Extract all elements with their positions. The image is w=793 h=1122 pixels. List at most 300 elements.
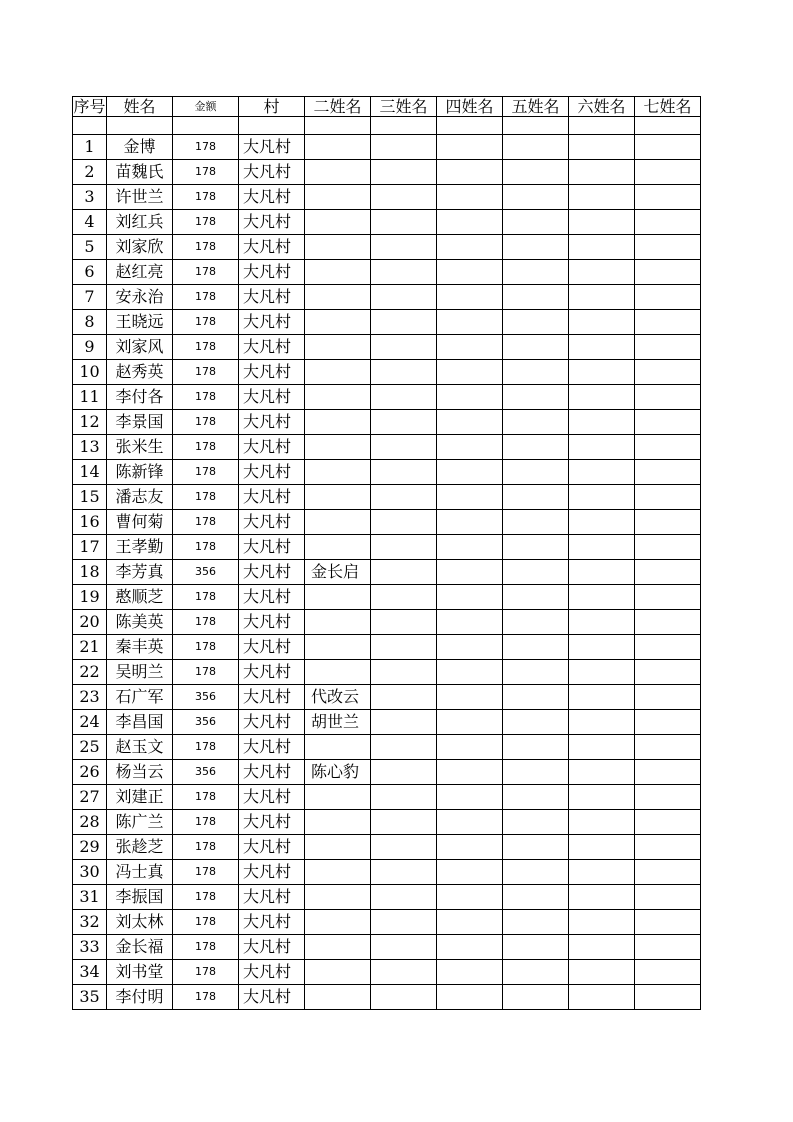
name6-cell bbox=[569, 235, 635, 260]
village-cell: 大凡村 bbox=[239, 760, 305, 785]
name2-cell bbox=[305, 460, 371, 485]
name3-cell bbox=[371, 735, 437, 760]
village-cell: 大凡村 bbox=[239, 985, 305, 1010]
name7-cell bbox=[635, 985, 701, 1010]
village-cell: 大凡村 bbox=[239, 235, 305, 260]
amount-cell: 178 bbox=[173, 135, 239, 160]
name-cell: 赵玉文 bbox=[107, 735, 173, 760]
table-row bbox=[73, 410, 701, 435]
name7-cell bbox=[635, 835, 701, 860]
name6-cell bbox=[569, 460, 635, 485]
name7-cell bbox=[635, 735, 701, 760]
amount-cell: 178 bbox=[173, 835, 239, 860]
amount-cell: 178 bbox=[173, 335, 239, 360]
name6-cell bbox=[569, 135, 635, 160]
name2-cell bbox=[305, 160, 371, 185]
name5-cell bbox=[503, 185, 569, 210]
name-cell: 吴明兰 bbox=[107, 660, 173, 685]
seq-cell: 27 bbox=[73, 785, 107, 810]
village-cell: 大凡村 bbox=[239, 910, 305, 935]
header-amount: 金额 bbox=[173, 97, 239, 117]
table-row bbox=[73, 785, 701, 810]
amount-cell: 178 bbox=[173, 810, 239, 835]
name4-cell bbox=[437, 385, 503, 410]
amount-cell: 178 bbox=[173, 410, 239, 435]
name5-cell bbox=[503, 435, 569, 460]
name4-cell bbox=[437, 360, 503, 385]
name3-cell bbox=[371, 210, 437, 235]
seq-cell: 17 bbox=[73, 535, 107, 560]
name6-cell bbox=[569, 185, 635, 210]
table-row bbox=[73, 585, 701, 610]
name3-cell bbox=[371, 760, 437, 785]
blank-cell bbox=[569, 117, 635, 135]
seq-cell: 12 bbox=[73, 410, 107, 435]
blank-cell bbox=[371, 117, 437, 135]
name-cell: 赵秀英 bbox=[107, 360, 173, 385]
name3-cell bbox=[371, 710, 437, 735]
name6-cell bbox=[569, 360, 635, 385]
name6-cell bbox=[569, 335, 635, 360]
name2-cell bbox=[305, 910, 371, 935]
name3-cell bbox=[371, 460, 437, 485]
village-cell: 大凡村 bbox=[239, 360, 305, 385]
name5-cell bbox=[503, 610, 569, 635]
village-cell: 大凡村 bbox=[239, 210, 305, 235]
name6-cell bbox=[569, 785, 635, 810]
name6-cell bbox=[569, 260, 635, 285]
name2-cell bbox=[305, 485, 371, 510]
name4-cell bbox=[437, 485, 503, 510]
header-name7: 七姓名 bbox=[635, 97, 701, 117]
name3-cell bbox=[371, 535, 437, 560]
name6-cell bbox=[569, 610, 635, 635]
name-cell: 赵红亮 bbox=[107, 260, 173, 285]
name5-cell bbox=[503, 135, 569, 160]
name5-cell bbox=[503, 210, 569, 235]
blank-cell bbox=[239, 117, 305, 135]
name7-cell bbox=[635, 810, 701, 835]
name7-cell bbox=[635, 685, 701, 710]
name4-cell bbox=[437, 910, 503, 935]
village-cell: 大凡村 bbox=[239, 135, 305, 160]
name7-cell bbox=[635, 310, 701, 335]
table-row bbox=[73, 510, 701, 535]
name-cell: 石广军 bbox=[107, 685, 173, 710]
name3-cell bbox=[371, 910, 437, 935]
village-cell: 大凡村 bbox=[239, 660, 305, 685]
header-row bbox=[73, 97, 701, 117]
name2-cell bbox=[305, 960, 371, 985]
seq-cell: 1 bbox=[73, 135, 107, 160]
name-cell: 刘建正 bbox=[107, 785, 173, 810]
name-cell: 李芳真 bbox=[107, 560, 173, 585]
name4-cell bbox=[437, 960, 503, 985]
name5-cell bbox=[503, 835, 569, 860]
name6-cell bbox=[569, 585, 635, 610]
seq-cell: 25 bbox=[73, 735, 107, 760]
name3-cell bbox=[371, 935, 437, 960]
amount-cell: 178 bbox=[173, 160, 239, 185]
name7-cell bbox=[635, 260, 701, 285]
name5-cell bbox=[503, 460, 569, 485]
seq-cell: 28 bbox=[73, 810, 107, 835]
name3-cell bbox=[371, 860, 437, 885]
name6-cell bbox=[569, 510, 635, 535]
name5-cell bbox=[503, 260, 569, 285]
table-row bbox=[73, 485, 701, 510]
seq-cell: 26 bbox=[73, 760, 107, 785]
name-cell: 李景国 bbox=[107, 410, 173, 435]
name5-cell bbox=[503, 635, 569, 660]
village-cell: 大凡村 bbox=[239, 935, 305, 960]
roster-table bbox=[72, 96, 701, 1010]
village-cell: 大凡村 bbox=[239, 385, 305, 410]
name6-cell bbox=[569, 910, 635, 935]
name3-cell bbox=[371, 560, 437, 585]
village-cell: 大凡村 bbox=[239, 710, 305, 735]
village-cell: 大凡村 bbox=[239, 410, 305, 435]
name-cell: 陈美英 bbox=[107, 610, 173, 635]
name7-cell bbox=[635, 460, 701, 485]
name5-cell bbox=[503, 760, 569, 785]
name6-cell bbox=[569, 160, 635, 185]
table-row bbox=[73, 135, 701, 160]
name5-cell bbox=[503, 160, 569, 185]
name3-cell bbox=[371, 835, 437, 860]
table-row bbox=[73, 360, 701, 385]
amount-cell: 178 bbox=[173, 985, 239, 1010]
name5-cell bbox=[503, 335, 569, 360]
seq-cell: 7 bbox=[73, 285, 107, 310]
table-row bbox=[73, 885, 701, 910]
name3-cell bbox=[371, 610, 437, 635]
village-cell: 大凡村 bbox=[239, 885, 305, 910]
name3-cell bbox=[371, 360, 437, 385]
name3-cell bbox=[371, 410, 437, 435]
name3-cell bbox=[371, 335, 437, 360]
name2-cell bbox=[305, 410, 371, 435]
name4-cell bbox=[437, 735, 503, 760]
table-row bbox=[73, 735, 701, 760]
name5-cell bbox=[503, 860, 569, 885]
name6-cell bbox=[569, 710, 635, 735]
name6-cell bbox=[569, 935, 635, 960]
name7-cell bbox=[635, 635, 701, 660]
village-cell: 大凡村 bbox=[239, 585, 305, 610]
name2-cell bbox=[305, 585, 371, 610]
seq-cell: 11 bbox=[73, 385, 107, 410]
name4-cell bbox=[437, 935, 503, 960]
table-row bbox=[73, 285, 701, 310]
amount-cell: 178 bbox=[173, 185, 239, 210]
name4-cell bbox=[437, 310, 503, 335]
name-cell: 刘家欣 bbox=[107, 235, 173, 260]
name5-cell bbox=[503, 285, 569, 310]
amount-cell: 178 bbox=[173, 910, 239, 935]
name7-cell bbox=[635, 860, 701, 885]
name4-cell bbox=[437, 560, 503, 585]
name2-cell bbox=[305, 235, 371, 260]
name6-cell bbox=[569, 685, 635, 710]
name3-cell bbox=[371, 260, 437, 285]
name2-cell bbox=[305, 135, 371, 160]
amount-cell: 178 bbox=[173, 585, 239, 610]
name-cell: 刘家风 bbox=[107, 335, 173, 360]
name5-cell bbox=[503, 960, 569, 985]
name3-cell bbox=[371, 160, 437, 185]
name7-cell bbox=[635, 185, 701, 210]
village-cell: 大凡村 bbox=[239, 310, 305, 335]
village-cell: 大凡村 bbox=[239, 860, 305, 885]
name2-cell bbox=[305, 360, 371, 385]
name-cell: 安永治 bbox=[107, 285, 173, 310]
blank-cell bbox=[437, 117, 503, 135]
amount-cell: 178 bbox=[173, 610, 239, 635]
name3-cell bbox=[371, 685, 437, 710]
name3-cell bbox=[371, 960, 437, 985]
name5-cell bbox=[503, 385, 569, 410]
name5-cell bbox=[503, 985, 569, 1010]
name-cell: 潘志友 bbox=[107, 485, 173, 510]
name7-cell bbox=[635, 360, 701, 385]
village-cell: 大凡村 bbox=[239, 635, 305, 660]
name-cell: 许世兰 bbox=[107, 185, 173, 210]
name4-cell bbox=[437, 460, 503, 485]
name7-cell bbox=[635, 510, 701, 535]
name3-cell bbox=[371, 885, 437, 910]
village-cell: 大凡村 bbox=[239, 485, 305, 510]
name3-cell bbox=[371, 285, 437, 310]
name2-cell bbox=[305, 785, 371, 810]
name3-cell bbox=[371, 660, 437, 685]
seq-cell: 14 bbox=[73, 460, 107, 485]
amount-cell: 178 bbox=[173, 485, 239, 510]
name7-cell bbox=[635, 610, 701, 635]
village-cell: 大凡村 bbox=[239, 685, 305, 710]
seq-cell: 32 bbox=[73, 910, 107, 935]
table-body bbox=[73, 117, 701, 1010]
name4-cell bbox=[437, 285, 503, 310]
seq-cell: 13 bbox=[73, 435, 107, 460]
name5-cell bbox=[503, 685, 569, 710]
name7-cell bbox=[635, 435, 701, 460]
header-name: 姓名 bbox=[107, 97, 173, 117]
seq-cell: 10 bbox=[73, 360, 107, 385]
header-name3: 三姓名 bbox=[371, 97, 437, 117]
name3-cell bbox=[371, 485, 437, 510]
seq-cell: 23 bbox=[73, 685, 107, 710]
name7-cell bbox=[635, 160, 701, 185]
table-row bbox=[73, 535, 701, 560]
name7-cell bbox=[635, 885, 701, 910]
name3-cell bbox=[371, 235, 437, 260]
name-cell: 李振国 bbox=[107, 885, 173, 910]
name6-cell bbox=[569, 635, 635, 660]
name-cell: 杨当云 bbox=[107, 760, 173, 785]
name2-cell bbox=[305, 610, 371, 635]
name-cell: 冯士真 bbox=[107, 860, 173, 885]
name2-cell bbox=[305, 985, 371, 1010]
name6-cell bbox=[569, 210, 635, 235]
village-cell: 大凡村 bbox=[239, 185, 305, 210]
seq-cell: 5 bbox=[73, 235, 107, 260]
name2-cell bbox=[305, 810, 371, 835]
name7-cell bbox=[635, 285, 701, 310]
village-cell: 大凡村 bbox=[239, 160, 305, 185]
name5-cell bbox=[503, 585, 569, 610]
header-name2: 二姓名 bbox=[305, 97, 371, 117]
name7-cell bbox=[635, 235, 701, 260]
name4-cell bbox=[437, 410, 503, 435]
amount-cell: 178 bbox=[173, 360, 239, 385]
amount-cell: 178 bbox=[173, 735, 239, 760]
name2-cell bbox=[305, 860, 371, 885]
header-seq: 序号 bbox=[73, 96, 106, 116]
amount-cell: 356 bbox=[173, 685, 239, 710]
table-row bbox=[73, 310, 701, 335]
table-row bbox=[73, 560, 701, 585]
name3-cell bbox=[371, 510, 437, 535]
name-cell: 王晓远 bbox=[107, 310, 173, 335]
name7-cell bbox=[635, 785, 701, 810]
seq-cell: 9 bbox=[73, 335, 107, 360]
name3-cell bbox=[371, 810, 437, 835]
village-cell: 大凡村 bbox=[239, 735, 305, 760]
name5-cell bbox=[503, 935, 569, 960]
name4-cell bbox=[437, 985, 503, 1010]
village-cell: 大凡村 bbox=[239, 260, 305, 285]
name7-cell bbox=[635, 410, 701, 435]
amount-cell: 178 bbox=[173, 935, 239, 960]
amount-cell: 178 bbox=[173, 660, 239, 685]
name4-cell bbox=[437, 235, 503, 260]
name-cell: 李昌国 bbox=[107, 710, 173, 735]
village-cell: 大凡村 bbox=[239, 435, 305, 460]
table-row bbox=[73, 160, 701, 185]
name5-cell bbox=[503, 560, 569, 585]
seq-cell: 15 bbox=[73, 485, 107, 510]
name5-cell bbox=[503, 510, 569, 535]
amount-cell: 178 bbox=[173, 960, 239, 985]
table-row bbox=[73, 635, 701, 660]
amount-cell: 178 bbox=[173, 510, 239, 535]
seq-cell: 4 bbox=[73, 210, 107, 235]
name7-cell bbox=[635, 210, 701, 235]
name2-cell bbox=[305, 335, 371, 360]
table-row bbox=[73, 985, 701, 1010]
blank-cell bbox=[635, 117, 701, 135]
amount-cell: 178 bbox=[173, 235, 239, 260]
village-cell: 大凡村 bbox=[239, 610, 305, 635]
name4-cell bbox=[437, 510, 503, 535]
name-cell: 苗魏氏 bbox=[107, 160, 173, 185]
table-row bbox=[73, 935, 701, 960]
table-row bbox=[73, 610, 701, 635]
name6-cell bbox=[569, 435, 635, 460]
name4-cell bbox=[437, 135, 503, 160]
village-cell: 大凡村 bbox=[239, 785, 305, 810]
name5-cell bbox=[503, 910, 569, 935]
blank-cell bbox=[107, 117, 173, 135]
name4-cell bbox=[437, 785, 503, 810]
seq-cell: 16 bbox=[73, 510, 107, 535]
name3-cell bbox=[371, 185, 437, 210]
blank-row bbox=[73, 117, 701, 135]
name2-cell bbox=[305, 660, 371, 685]
header-village: 村 bbox=[239, 97, 305, 117]
name6-cell bbox=[569, 385, 635, 410]
name6-cell bbox=[569, 810, 635, 835]
name2-cell bbox=[305, 835, 371, 860]
name7-cell bbox=[635, 585, 701, 610]
name5-cell bbox=[503, 810, 569, 835]
name6-cell bbox=[569, 735, 635, 760]
name6-cell bbox=[569, 960, 635, 985]
table-row bbox=[73, 860, 701, 885]
name2-cell bbox=[305, 210, 371, 235]
name6-cell bbox=[569, 535, 635, 560]
seq-cell: 24 bbox=[73, 710, 107, 735]
blank-cell bbox=[503, 117, 569, 135]
village-cell: 大凡村 bbox=[239, 535, 305, 560]
amount-cell: 356 bbox=[173, 560, 239, 585]
name7-cell bbox=[635, 135, 701, 160]
name5-cell bbox=[503, 735, 569, 760]
amount-cell: 178 bbox=[173, 435, 239, 460]
village-cell: 大凡村 bbox=[239, 285, 305, 310]
table-row bbox=[73, 460, 701, 485]
name4-cell bbox=[437, 660, 503, 685]
name6-cell bbox=[569, 560, 635, 585]
name2-cell bbox=[305, 310, 371, 335]
table-row bbox=[73, 335, 701, 360]
seq-cell: 3 bbox=[73, 185, 107, 210]
name2-cell bbox=[305, 885, 371, 910]
name5-cell bbox=[503, 710, 569, 735]
name6-cell bbox=[569, 660, 635, 685]
seq-cell: 6 bbox=[73, 260, 107, 285]
table-row bbox=[73, 760, 701, 785]
name4-cell bbox=[437, 810, 503, 835]
name2-cell bbox=[305, 260, 371, 285]
name4-cell bbox=[437, 260, 503, 285]
name2-cell bbox=[305, 435, 371, 460]
name6-cell bbox=[569, 285, 635, 310]
name-cell: 陈新锋 bbox=[107, 460, 173, 485]
name5-cell bbox=[503, 410, 569, 435]
name4-cell bbox=[437, 160, 503, 185]
table-row bbox=[73, 710, 701, 735]
name3-cell bbox=[371, 435, 437, 460]
amount-cell: 178 bbox=[173, 285, 239, 310]
name6-cell bbox=[569, 835, 635, 860]
name5-cell bbox=[503, 235, 569, 260]
name2-cell: 代改云 bbox=[305, 685, 371, 710]
name7-cell bbox=[635, 910, 701, 935]
name2-cell bbox=[305, 510, 371, 535]
amount-cell: 178 bbox=[173, 460, 239, 485]
village-cell: 大凡村 bbox=[239, 335, 305, 360]
seq-cell: 31 bbox=[73, 885, 107, 910]
name4-cell bbox=[437, 585, 503, 610]
name-cell: 曹何菊 bbox=[107, 510, 173, 535]
name4-cell bbox=[437, 860, 503, 885]
name4-cell bbox=[437, 335, 503, 360]
name7-cell bbox=[635, 760, 701, 785]
seq-cell: 22 bbox=[73, 660, 107, 685]
amount-cell: 178 bbox=[173, 535, 239, 560]
